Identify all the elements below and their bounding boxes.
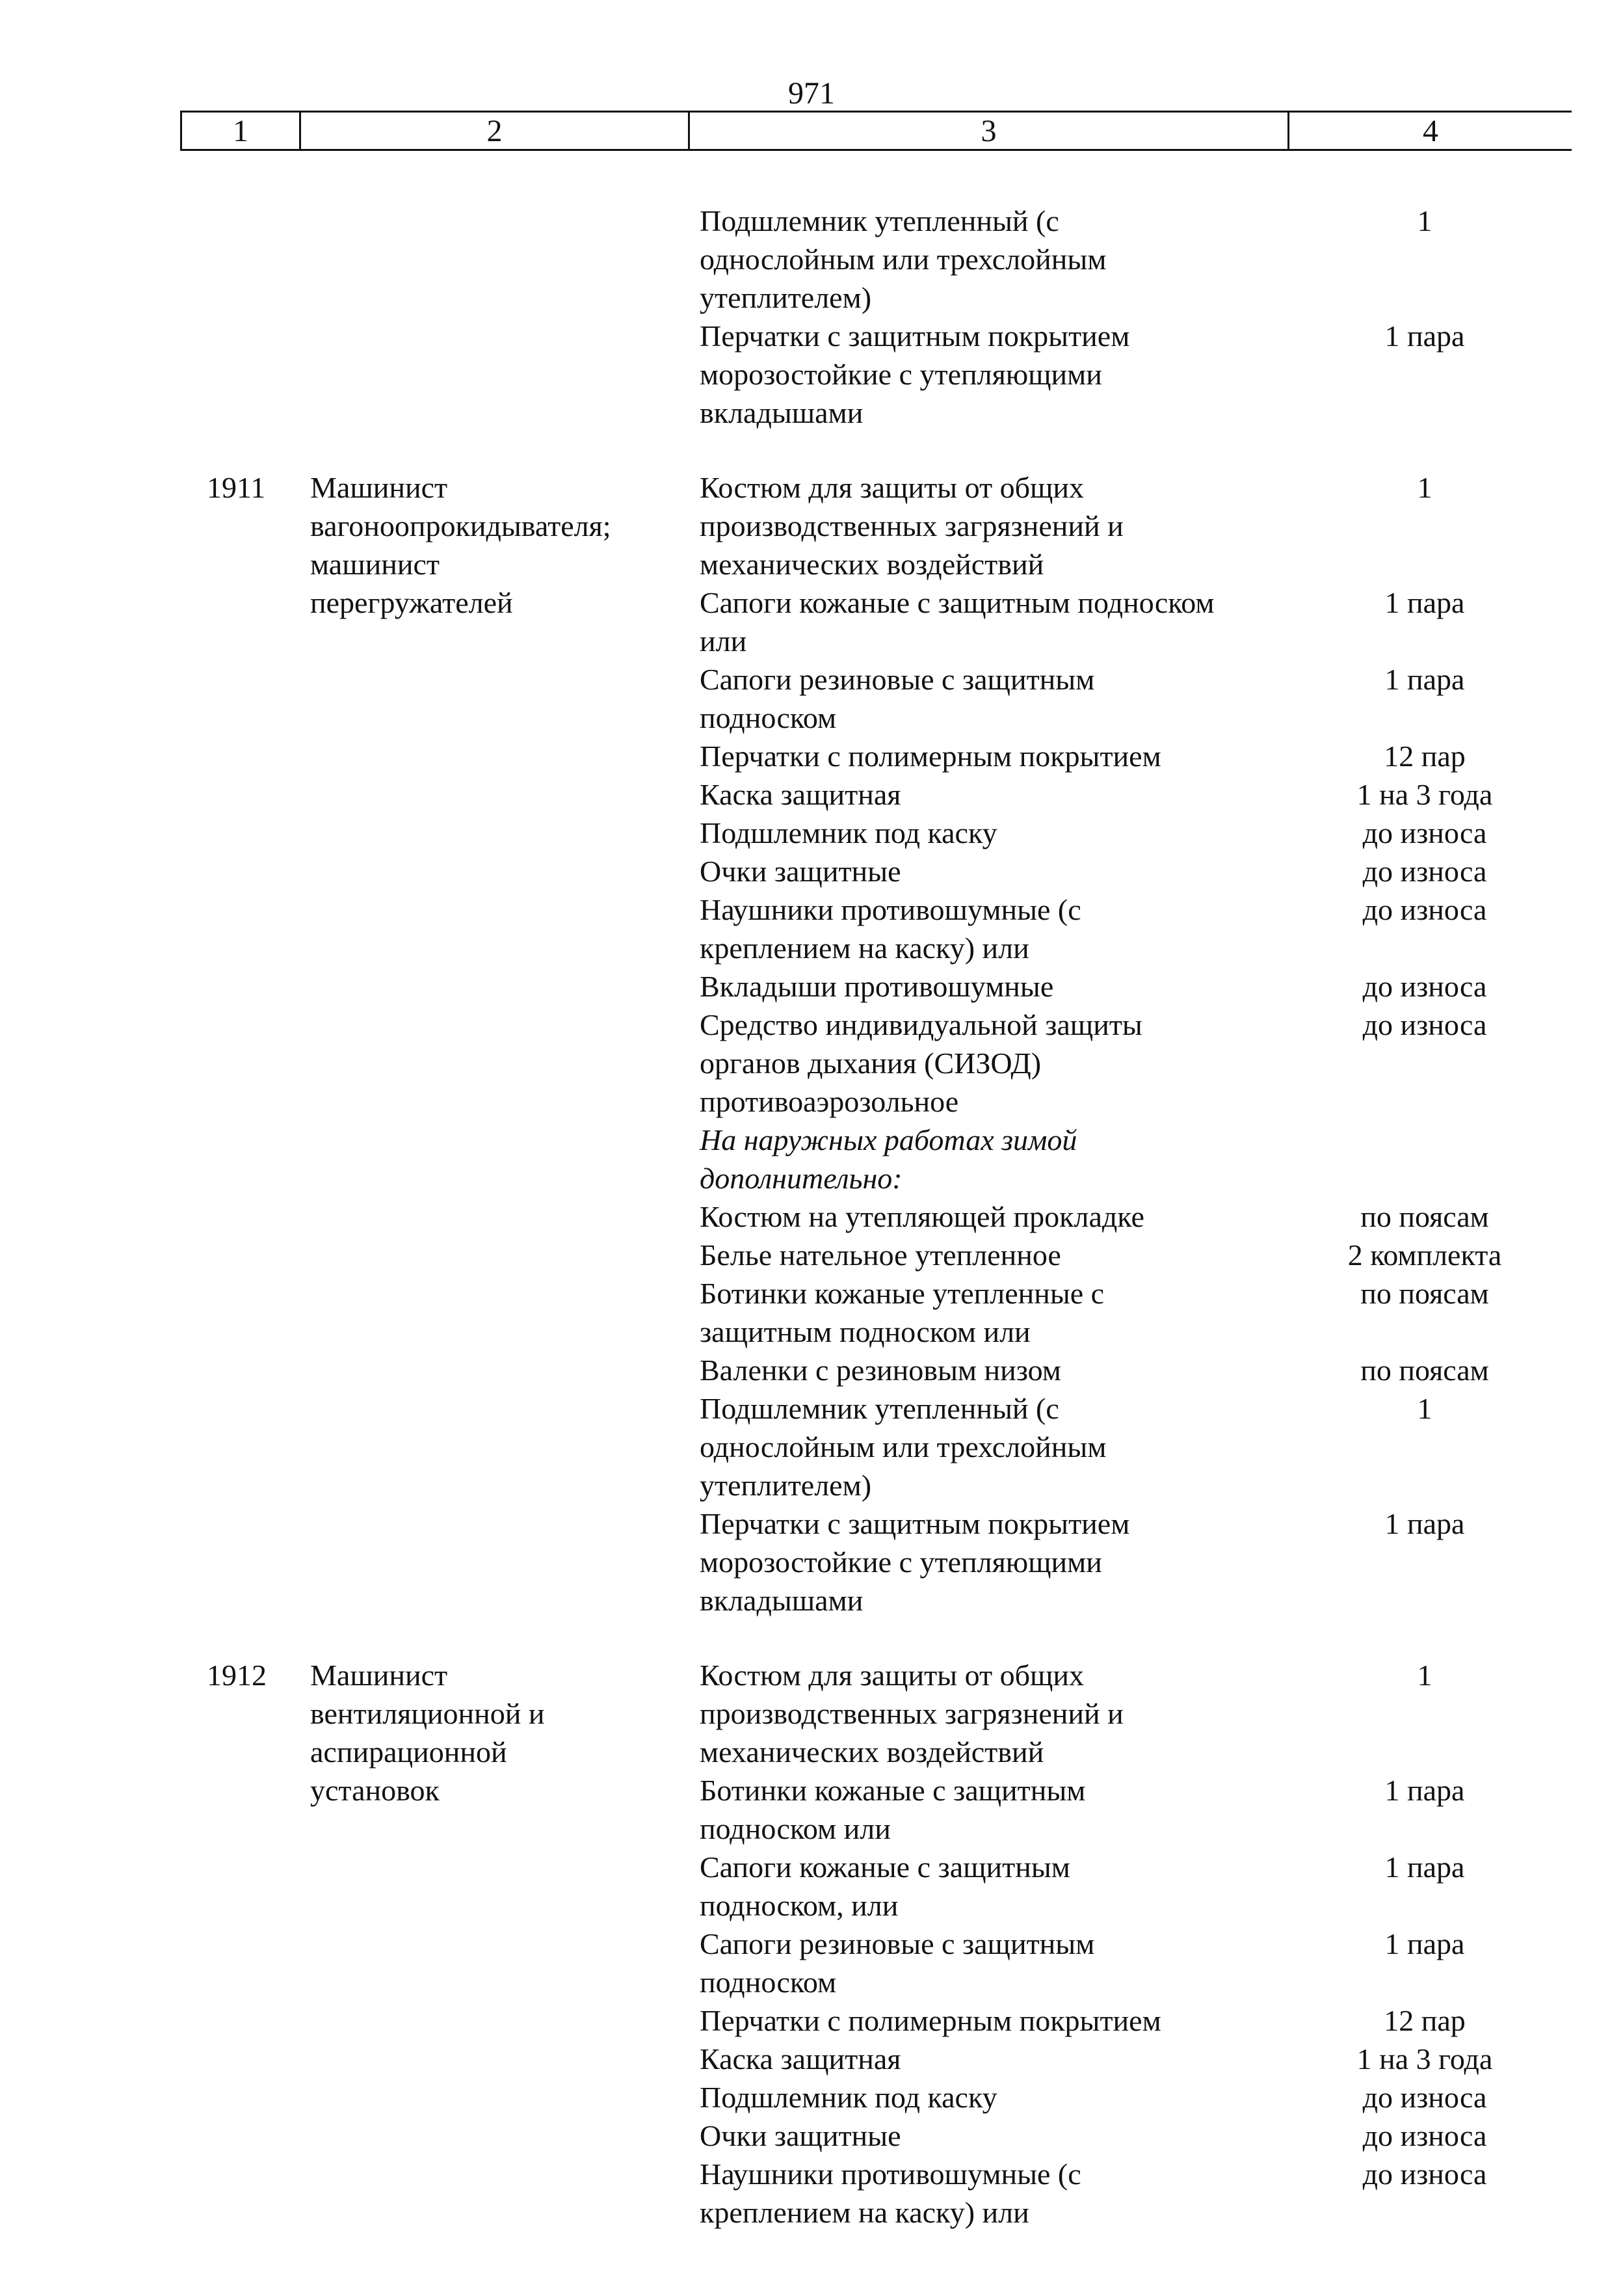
table-row	[700, 1121, 1590, 1197]
column-header-2: 2	[301, 113, 690, 149]
item-name: Костюм для защиты от общих производственных загрязнений и механических воздействий	[700, 471, 1124, 581]
table-row	[700, 775, 1590, 814]
column-header-1: 1	[182, 113, 301, 149]
table-row	[700, 2001, 1590, 2040]
entry-1911	[0, 468, 1623, 1620]
item-quantity: 1 пара	[1384, 663, 1465, 696]
item-quantity: 1 пара	[1384, 1507, 1465, 1540]
table-row	[700, 814, 1590, 852]
item-quantity: 1 на 3 года	[1356, 2042, 1493, 2076]
table-row	[700, 1197, 1590, 1236]
item-quantity: 1 пара	[1384, 586, 1465, 619]
item-quantity: 1 пара	[1384, 319, 1465, 353]
item-name: Валенки с резиновым низом	[700, 1354, 1061, 1387]
item-name: Ботинки кожаные утепленные с защитным подноском или	[700, 1277, 1105, 1348]
item-quantity: до износа	[1362, 970, 1487, 1003]
item-name: Каска защитная	[700, 778, 901, 811]
item-quantity: 1	[1417, 1392, 1432, 1425]
item-quantity: 1 пара	[1384, 1850, 1465, 1884]
table-row	[700, 2040, 1590, 2078]
item-quantity: 1	[1417, 471, 1432, 504]
item-name: Костюм для защиты от общих производственных загрязнений и механических воздействий	[700, 1659, 1124, 1769]
item-quantity: 1 пара	[1384, 1927, 1465, 1960]
item-quantity: до износа	[1362, 1008, 1487, 1041]
item-name: Перчатки с защитным покрытием морозостойкие с утепляющими вкладышами	[700, 319, 1130, 429]
entry-number: 1911	[207, 471, 266, 504]
table-row	[700, 890, 1590, 967]
item-quantity: по поясам	[1360, 1277, 1489, 1310]
item-name: Средство индивидуальной защиты органов дыхания (СИЗОД) противоаэрозольное	[700, 1008, 1142, 1118]
table-row	[700, 2078, 1590, 2116]
table-row	[700, 1389, 1590, 1504]
item-quantity: до износа	[1362, 2119, 1487, 2152]
item-quantity: 1	[1417, 1659, 1432, 1692]
item-name: Наушники противошумные (с креплением на каску) или	[700, 893, 1081, 965]
item-quantity: 2 комплекта	[1347, 1238, 1502, 1272]
table-row	[700, 202, 1590, 317]
table-row	[700, 1771, 1590, 1848]
table-row	[700, 1848, 1590, 1925]
item-quantity: до износа	[1362, 893, 1487, 926]
item-name: Очки защитные	[700, 855, 901, 888]
item-name: Очки защитные	[700, 2119, 901, 2152]
table-row	[700, 1236, 1590, 1274]
table-row	[700, 737, 1590, 775]
item-quantity: до износа	[1362, 2081, 1487, 2114]
table-row	[700, 1274, 1590, 1351]
column-header-3: 3	[690, 113, 1289, 149]
item-name: Подшлемник под каску	[700, 2081, 997, 2114]
table-row	[700, 468, 1590, 583]
item-quantity: 12 пар	[1384, 740, 1466, 773]
item-quantity: до износа	[1362, 816, 1487, 849]
table-row	[700, 967, 1590, 1006]
column-header-4: 4	[1423, 113, 1438, 148]
item-name: Сапоги резиновые с защитным подноском	[700, 1927, 1095, 1999]
table-row	[700, 660, 1590, 737]
item-quantity: до износа	[1362, 855, 1487, 888]
item-quantity: по поясам	[1360, 1354, 1489, 1387]
profession-name: Машинист вагоноопрокидывателя; машинист перегружателей	[310, 471, 611, 619]
table-row	[700, 1925, 1590, 2001]
continuation-row	[0, 202, 1623, 432]
table-row	[700, 2116, 1590, 2155]
item-name: Вкладыши противошумные	[700, 970, 1054, 1003]
table-row	[700, 1504, 1590, 1620]
item-name: Сапоги кожаные с защитным подноском, или	[700, 1850, 1070, 1922]
entry-1912	[0, 1656, 1623, 2232]
table-row	[700, 2155, 1590, 2232]
column-header-row	[180, 111, 1572, 151]
item-name: Каска защитная	[700, 2042, 901, 2076]
item-name: Костюм на утепляющей прокладке	[700, 1200, 1144, 1233]
item-name: Подшлемник утепленный (с однослойным или трехслойным утеплителем)	[700, 1392, 1107, 1502]
page-number: 971	[788, 76, 835, 111]
table-row	[700, 317, 1590, 432]
item-quantity: до износа	[1362, 2157, 1487, 2191]
item-name: Перчатки с полимерным покрытием	[700, 740, 1161, 773]
profession-name: Машинист вентиляционной и аспирационной установок	[310, 1659, 545, 1807]
item-quantity: 1 на 3 года	[1356, 778, 1493, 811]
item-quantity: 1	[1417, 204, 1432, 237]
item-name: Ботинки кожаные с защитным подноском или	[700, 1774, 1086, 1845]
item-quantity: 12 пар	[1384, 2004, 1466, 2037]
item-quantity: 1 пара	[1384, 1774, 1465, 1807]
table-body	[0, 163, 1623, 2232]
item-name: Сапоги кожаные с защитным подноском или	[700, 586, 1215, 658]
table-row	[700, 1006, 1590, 1121]
item-name: Наушники противошумные (с креплением на каску) или	[700, 2157, 1081, 2229]
entry-number: 1912	[207, 1659, 267, 1692]
item-name: Подшлемник под каску	[700, 816, 997, 849]
item-name: Белье нательное утепленное	[700, 1238, 1061, 1272]
section-note: На наружных работах зимой дополнительно:	[700, 1123, 1077, 1195]
table-row	[700, 1351, 1590, 1389]
table-row	[700, 583, 1590, 660]
item-quantity: по поясам	[1360, 1200, 1489, 1233]
table-row	[700, 1656, 1590, 1771]
item-name: Перчатки с полимерным покрытием	[700, 2004, 1161, 2037]
item-name: Подшлемник утепленный (с однослойным или трехслойным утеплителем)	[700, 204, 1107, 314]
item-name: Сапоги резиновые с защитным подноском	[700, 663, 1095, 734]
table-row	[700, 852, 1590, 890]
item-name: Перчатки с защитным покрытием морозостойкие с утепляющими вкладышами	[700, 1507, 1130, 1617]
